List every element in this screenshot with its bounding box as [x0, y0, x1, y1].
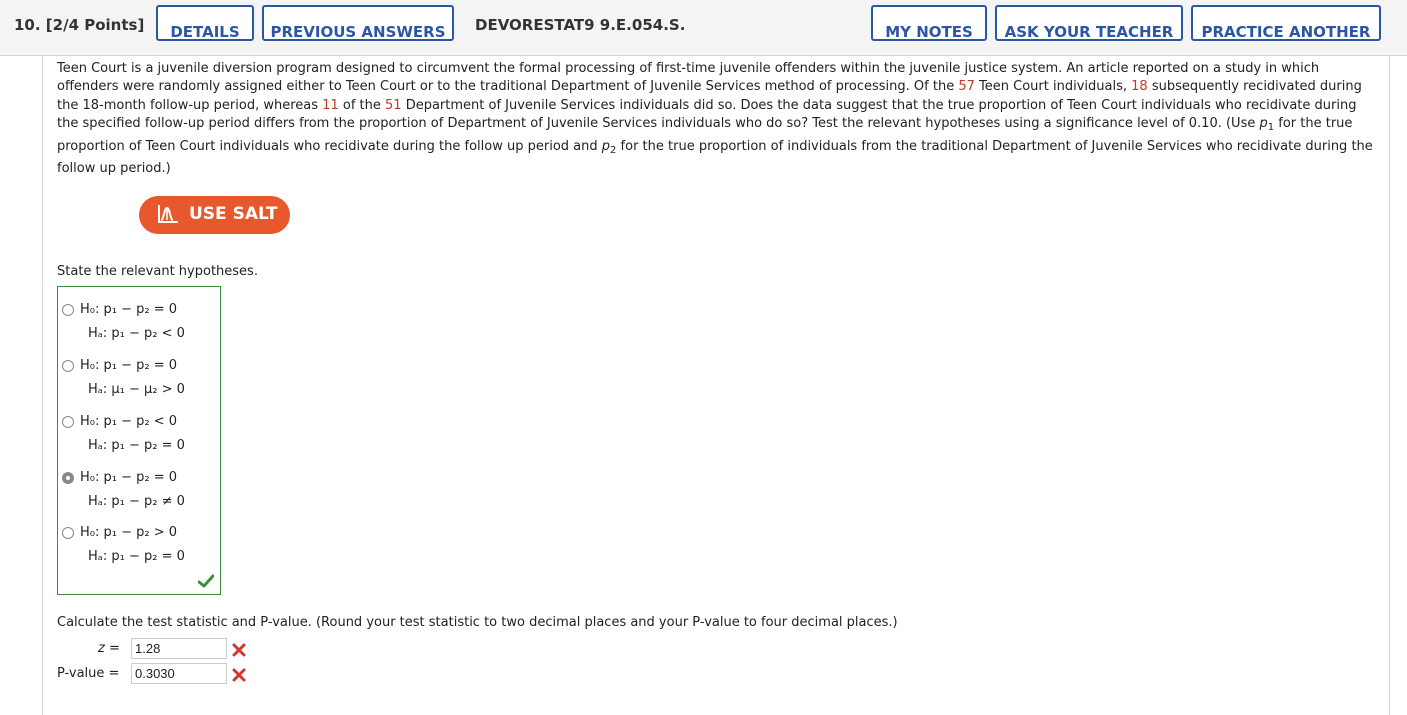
salt-chart-icon [157, 204, 179, 224]
radio-button[interactable] [62, 416, 74, 428]
z-input[interactable] [131, 638, 227, 659]
hypothesis-option-5[interactable]: H₀: p₁ − p₂ > 0 Hₐ: p₁ − p₂ = 0 [58, 516, 218, 572]
radio-button[interactable] [62, 360, 74, 372]
p-value-label: P-value = [57, 666, 120, 681]
use-salt-button[interactable] [139, 196, 290, 234]
djs-total: 51 [385, 97, 402, 113]
teen-court-recidivated: 18 [1131, 79, 1148, 95]
hypothesis-option-4[interactable]: H₀: p₁ − p₂ = 0 Hₐ: p₁ − p₂ ≠ 0 [58, 461, 218, 517]
question-number: 10. [2/4 Points] [14, 16, 145, 34]
calc-prompt: Calculate the test statistic and P-value. (Round your test statistic to two decimal places and your P-value to four decimal places.) [57, 615, 898, 630]
incorrect-x-icon [232, 668, 246, 682]
ask-teacher-button[interactable]: ASK YOUR TEACHER [995, 5, 1183, 41]
hypothesis-option-2[interactable]: H₀: p₁ − p₂ = 0 Hₐ: μ₁ − μ₂ > 0 [58, 349, 218, 405]
question-header [0, 0, 1407, 56]
use-salt-label: USE SALT [189, 204, 278, 224]
previous-answers-button[interactable]: PREVIOUS ANSWERS [262, 5, 454, 41]
radio-button[interactable] [62, 304, 74, 316]
djs-recidivated: 11 [322, 97, 339, 113]
practice-another-button[interactable]: PRACTICE ANOTHER [1191, 5, 1381, 41]
correct-check-icon [198, 574, 214, 588]
hypothesis-option-3[interactable]: H₀: p₁ − p₂ < 0 Hₐ: p₁ − p₂ = 0 [58, 405, 218, 461]
question-code: DEVORESTAT9 9.E.054.S. [475, 16, 686, 34]
radio-button-selected[interactable] [62, 472, 74, 484]
hypothesis-option-1[interactable]: H₀: p₁ − p₂ = 0 Hₐ: p₁ − p₂ < 0 [58, 293, 218, 349]
radio-button[interactable] [62, 527, 74, 539]
z-label: z = [98, 641, 120, 656]
incorrect-x-icon [232, 643, 246, 657]
details-button[interactable]: DETAILS [156, 5, 254, 41]
p-value-input[interactable] [131, 663, 227, 684]
hypotheses-prompt: State the relevant hypotheses. [57, 264, 258, 279]
problem-text: Teen Court is a juvenile diversion program designed to circumvent the formal processing of first-time juvenile offenders within the juvenile justice system. An article reported on a study in which offenders were randomly assigned either to Teen Court or to the traditional Department of Juvenile Services method of processing. Of the 57 Teen Court individuals, 18 subsequently recidivated during the 18-month follow-up period, whereas 11 of the 51 Department of Juvenile Services individuals did so. Does the data suggest that the true proportion of Teen Court individuals who recidivate during the specified follow-up period differs from the proportion of Department of Juvenile Services individuals who do so? Test the relevant hypotheses using a significance level of 0.10. (Use $p_1$ for the true proportion of Teen Court individuals who recidivate during the follow up period and $p_2$ for the true proportion of individuals from the traditional Department of Juvenile Services who recidivate during the follow up period.) [57, 61, 1373, 177]
teen-court-total: 57 [958, 79, 975, 95]
hypotheses-choice-box [57, 286, 221, 595]
my-notes-button[interactable]: MY NOTES [871, 5, 987, 41]
